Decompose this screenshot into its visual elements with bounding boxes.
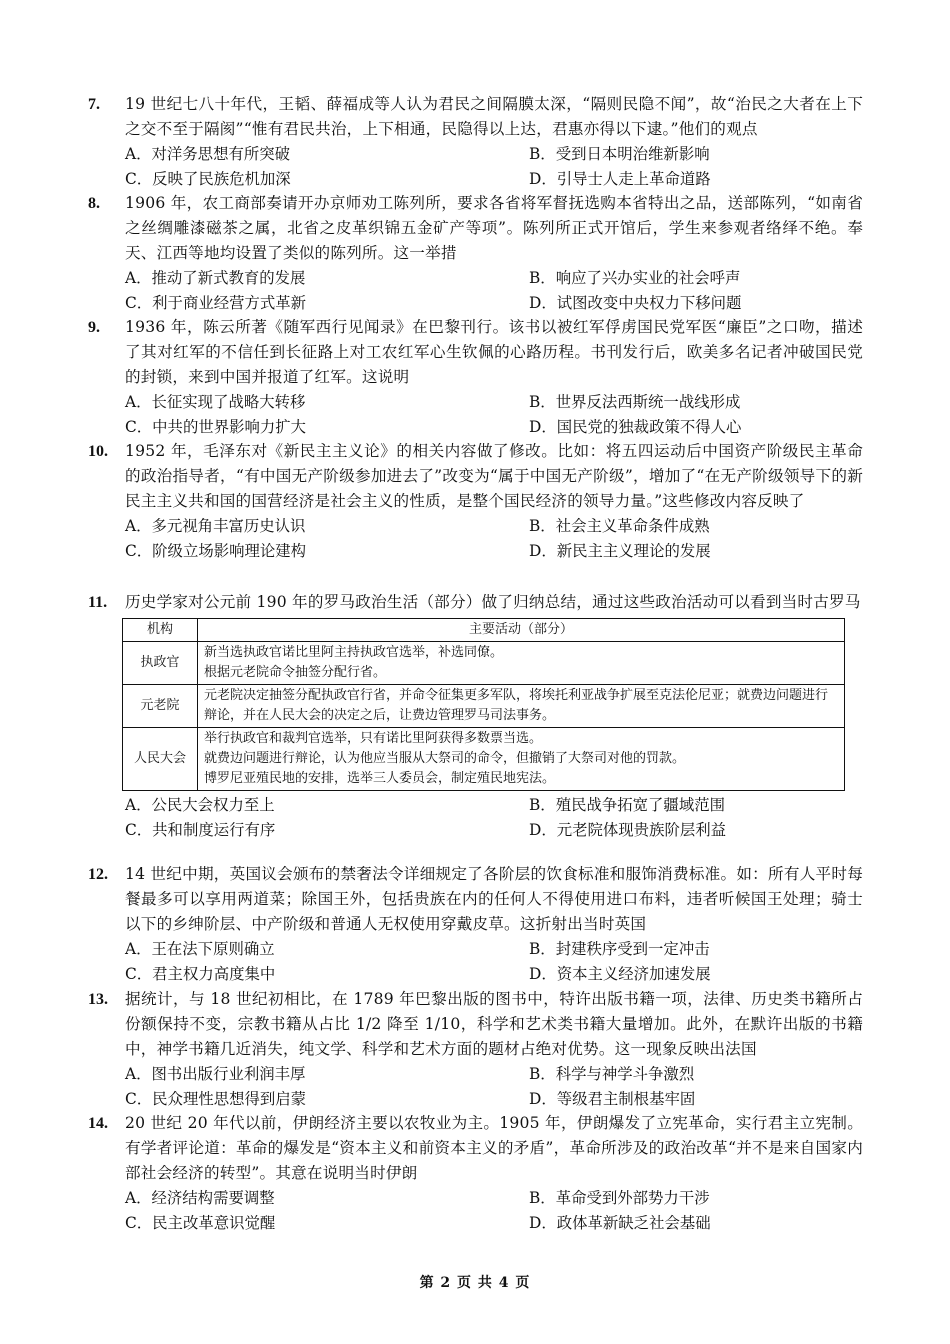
options [125, 937, 863, 986]
option-a: A．长征实现了战略大转移 [125, 393, 306, 411]
option-c: C．民众理性思想得到启蒙 [125, 1089, 307, 1108]
question-8 [88, 191, 863, 315]
options [125, 514, 863, 563]
activity-line: 元老院决定抽签分配执政官行省，并命令征集更多军队，将埃托利亚战争扩展至克法伦尼亚；就费边问题进行辩论，并在人民大会的决定之后，让费边管理罗马司法事务。 [204, 688, 829, 723]
option-d: D．国民党的独裁政策不得人心 [529, 417, 742, 436]
table-row [123, 685, 845, 728]
question-9 [88, 315, 863, 439]
option-a: A．经济结构需要调整 [125, 1189, 275, 1207]
question-number: 11. [88, 594, 108, 611]
options [125, 793, 863, 842]
question-14 [88, 1111, 863, 1235]
question-number: 13. [88, 991, 108, 1008]
option-c: C．君主权力高度集中 [125, 964, 276, 983]
question-stem: 1936 年，陈云所著《随军西行见闻录》在巴黎刊行。该书以被红军俘虏国民党军医“廉臣”之口吻，描述了其对红军的不信任到长征路上对工农红军心生钦佩的心路历程。书刊发行后，欧美多名记者冲破国民党的封锁，来到中国并报道了红军。这说明 [125, 318, 863, 386]
option-d: D．资本主义经济加速发展 [529, 964, 711, 983]
option-d: D．等级君主制根基牢固 [529, 1089, 696, 1108]
option-b: B．响应了兴办实业的社会呼声 [529, 269, 741, 287]
option-d: D．政体革新缺乏社会基础 [529, 1213, 711, 1232]
question-number: 8. [88, 195, 100, 212]
option-d: D．新民主主义理论的发展 [529, 541, 711, 560]
activity-line: 博罗尼亚殖民地的安排，选举三人委员会，制定殖民地宪法。 [204, 771, 556, 786]
question-number: 7. [88, 96, 100, 113]
table-cell-org: 执政官 [123, 642, 198, 685]
activity-line: 举行执政官和裁判官选举，只有诺比里阿获得多数票当选。 [204, 731, 543, 746]
table-header-activity: 主要活动（部分） [198, 619, 845, 642]
table-cell-org: 元老院 [123, 685, 198, 728]
option-a: A．公民大会权力至上 [125, 796, 275, 814]
table-cell-activity [198, 728, 845, 791]
table-row [123, 728, 845, 791]
option-b: B．社会主义革命条件成熟 [529, 517, 710, 535]
page-footer: 第 2 页 共 4 页 [419, 1275, 531, 1291]
question-stem: 14 世纪中期，英国议会颁布的禁奢法令详细规定了各阶层的饮食标准和服饰消费标准。如：所有人平时每餐最多可以享用两道菜；除国王外，包括贵族在内的任何人不得使用进口布料，违者听候国王处理；骑士以下的乡绅阶层、中产阶级和普通人无权使用穿戴皮草。这折射出当时英国 [125, 865, 863, 933]
options [125, 142, 863, 191]
question-stem: 20 世纪 20 年代以前，伊朗经济主要以农牧业为主。1905 年，伊朗爆发了立宪革命，实行君主立宪制。有学者评论道：革命的爆发是“资本主义和前资本主义的矛盾”，革命所涉及的政治改革“并不是来自国家内部社会经济的转型”。其意在说明当时伊朗 [125, 1114, 863, 1182]
option-b: B．世界反法西斯统一战线形成 [529, 393, 741, 411]
option-b: B．封建秩序受到一定冲击 [529, 940, 710, 958]
question-number: 14. [88, 1115, 108, 1132]
table-header-org: 机构 [123, 619, 198, 642]
option-b: B．科学与神学斗争激烈 [529, 1065, 695, 1083]
activity-line: 就费边问题进行辩论，认为他应当服从大祭司的命令，但撤销了大祭司对他的罚款。 [204, 751, 686, 766]
option-c: C．民主改革意识觉醒 [125, 1213, 276, 1232]
option-c: C．共和制度运行有序 [125, 820, 276, 839]
table-cell-org: 人民大会 [123, 728, 198, 791]
option-a: A．图书出版行业利润丰厚 [125, 1065, 306, 1083]
options [125, 266, 863, 315]
option-a: A．推动了新式教育的发展 [125, 269, 306, 287]
option-d: D．元老院体现贵族阶层利益 [529, 820, 727, 839]
options [125, 390, 863, 439]
question-stem: 1952 年，毛泽东对《新民主主义论》的相关内容做了修改。比如：将五四运动后中国资产阶级民主革命的政治指导者，“有中国无产阶级参加进去了”改变为“属于中国无产阶级”，增加了“在无产阶级领导下的新民主主义共和国的国营经济是社会主义的性质，是整个国民经济的领导力量。”这些修改内容反映了 [125, 442, 863, 510]
question-13 [88, 987, 863, 1111]
option-c: C．中共的世界影响力扩大 [125, 417, 307, 436]
table-cell-activity [198, 685, 845, 728]
option-c: C．反映了民族危机加深 [125, 169, 291, 188]
option-c: C．利于商业经营方式革新 [125, 293, 307, 312]
option-d: D．引导士人走上革命道路 [529, 169, 711, 188]
question-stem: 历史学家对公元前 190 年的罗马政治生活（部分）做了归纳总结，通过这些政治活动可以看到当时古罗马 [125, 593, 861, 611]
option-d: D．试图改变中央权力下移问题 [529, 293, 742, 312]
option-a: A．王在法下原则确立 [125, 940, 275, 958]
question-11 [88, 590, 863, 842]
option-a: A．对洋务思想有所突破 [125, 145, 291, 163]
question-10 [88, 439, 863, 563]
roman-politics-table [122, 618, 845, 791]
question-stem: 1906 年，农工商部奏请开办京师劝工陈列所，要求各省将军督抚选购本省特出之品，送部陈列，“如南省之丝绸雕漆磁茶之属，北省之皮革织锦五金矿产等项”。陈列所正式开馆后，学生来参观者络绎不绝。奉天、江西等地均设置了类似的陈列所。这一举措 [125, 194, 863, 262]
question-12 [88, 862, 863, 986]
options [125, 1186, 863, 1235]
question-stem: 据统计，与 18 世纪初相比，在 1789 年巴黎出版的图书中，特许出版书籍一项，法律、历史类书籍所占份额保持不变，宗教书籍从占比 1/2 降至 1/10，科学和艺术类书籍大量增加。此外，在默许出版的书籍中，神学书籍几近消失，纯文学、科学和艺术方面的题材占绝对优势。这一现象反映出法国 [125, 990, 863, 1058]
option-a: A．多元视角丰富历史认识 [125, 517, 306, 535]
activity-line: 根据元老院命令抽签分配行省。 [204, 665, 387, 680]
option-b: B．受到日本明治维新影响 [529, 145, 710, 163]
table-cell-activity [198, 642, 845, 685]
activity-line: 新当选执政官诺比里阿主持执政官选举，补选同僚。 [204, 645, 504, 660]
question-7 [88, 92, 863, 191]
question-number: 10. [88, 443, 108, 460]
option-b: B．殖民战争拓宽了疆域范围 [529, 796, 725, 814]
options [125, 1062, 863, 1111]
option-c: C．阶级立场影响理论建构 [125, 541, 307, 560]
question-number: 9. [88, 319, 100, 336]
question-number: 12. [88, 866, 108, 883]
table-row [123, 642, 845, 685]
question-stem: 19 世纪七八十年代，王韬、薛福成等人认为君民之间隔膜太深，“隔则民隐不闻”，故“治民之大者在上下之交不至于隔阂”“惟有君民共治，上下相通，民隐得以上达，君惠亦得以下逮。”他们的观点 [125, 95, 863, 138]
option-b: B．革命受到外部势力干涉 [529, 1189, 710, 1207]
